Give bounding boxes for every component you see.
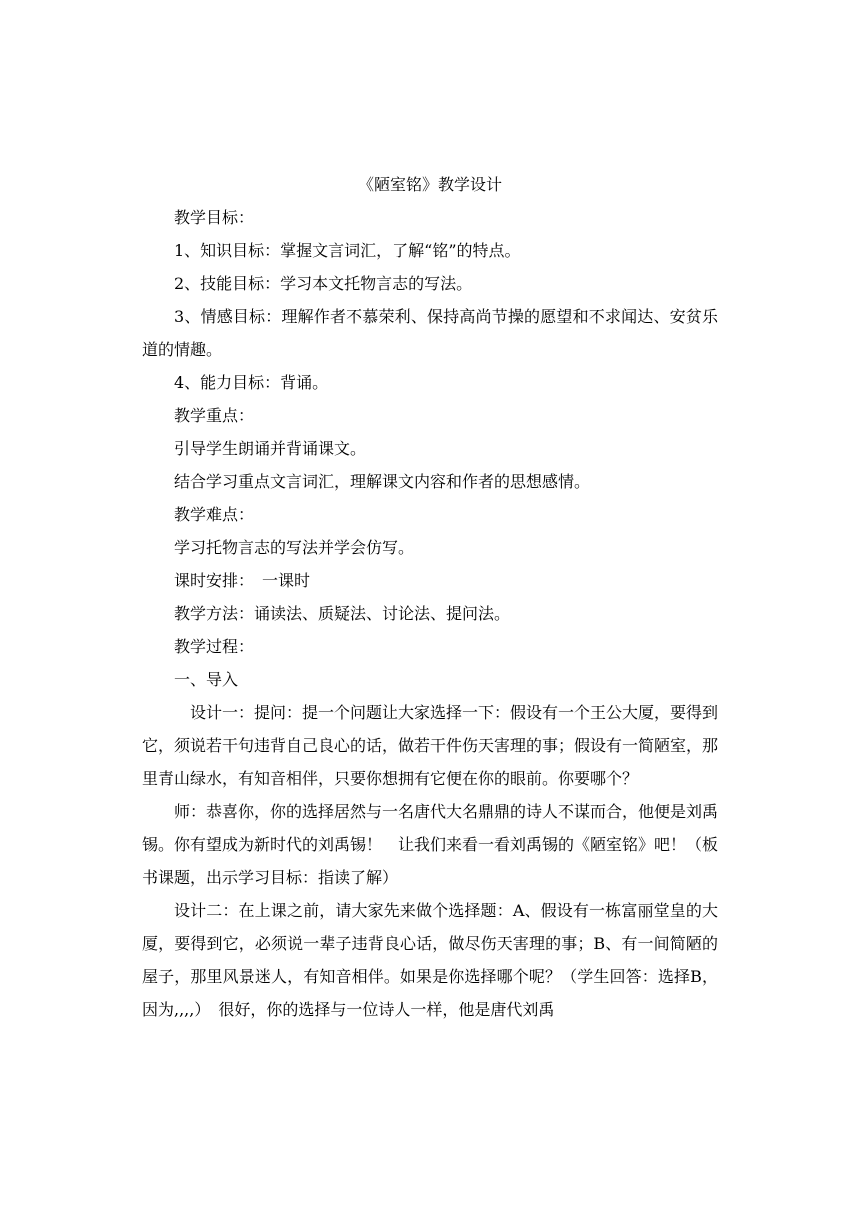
objective-emotion: 3、情感目标：理解作者不慕荣利、保持高尚节操的愿望和不求闻达、安贫乐道的情趣。 [142, 307, 718, 359]
objective-skill: 2、技能目标：学习本文托物言志的写法。 [174, 274, 473, 293]
key-point-item: 结合学习重点文言词汇，理解课文内容和作者的思想感情。 [174, 472, 591, 491]
schedule-line: 课时安排： 一课时 [174, 571, 311, 590]
difficulty-heading: 教学难点： [174, 505, 255, 524]
process-heading: 教学过程： [174, 637, 255, 656]
design-one-paragraph: 设计一：提问：提一个问题让大家选择一下：假设有一个王公大厦，要得到它，须说若干句违背自己良心的话，做若干件伤天害理的事；假设有一简陋室，那里青山绿水，有知音相伴，只要你想拥有它便在你的眼前。你要哪个？ [142, 703, 719, 788]
document-body [142, 168, 718, 1026]
document-title: 《陋室铭》教学设计 [357, 175, 502, 194]
design-two-paragraph: 设计二：在上课之前，请大家先来做个选择题：A、假设有一栋富丽堂皇的大厦，要得到它，必须说一辈子违背良心话，做尽伤天害理的事；B、有一间简陋的屋子，那里风景迷人，有知音相伴。如果是你选择哪个呢？（学生回答：选择B，因为,,,,） 很好，你的选择与一位诗人一样，他是唐代刘禹 [142, 901, 718, 1019]
objective-ability: 4、能力目标：背诵。 [174, 373, 329, 392]
difficulty-item: 学习托物言志的写法并学会仿写。 [174, 538, 415, 557]
teacher-reply-paragraph: 师：恭喜你，你的选择居然与一名唐代大名鼎鼎的诗人不谋而合，他便是刘禹锡。你有望成为新时代的刘禹锡！ 让我们来看一看刘禹锡的《陋室铭》吧！（板书课题，出示学习目标：指读了解） [142, 802, 719, 887]
section-heading-intro: 一、导入 [174, 670, 239, 689]
objectives-heading: 教学目标： [174, 208, 255, 227]
key-point-item: 引导学生朗诵并背诵课文。 [174, 439, 367, 458]
methods-line: 教学方法：诵读法、质疑法、讨论法、提问法。 [174, 604, 511, 623]
objective-knowledge: 1、知识目标：掌握文言词汇，了解“铭”的特点。 [174, 241, 521, 260]
key-points-heading: 教学重点： [174, 406, 255, 425]
